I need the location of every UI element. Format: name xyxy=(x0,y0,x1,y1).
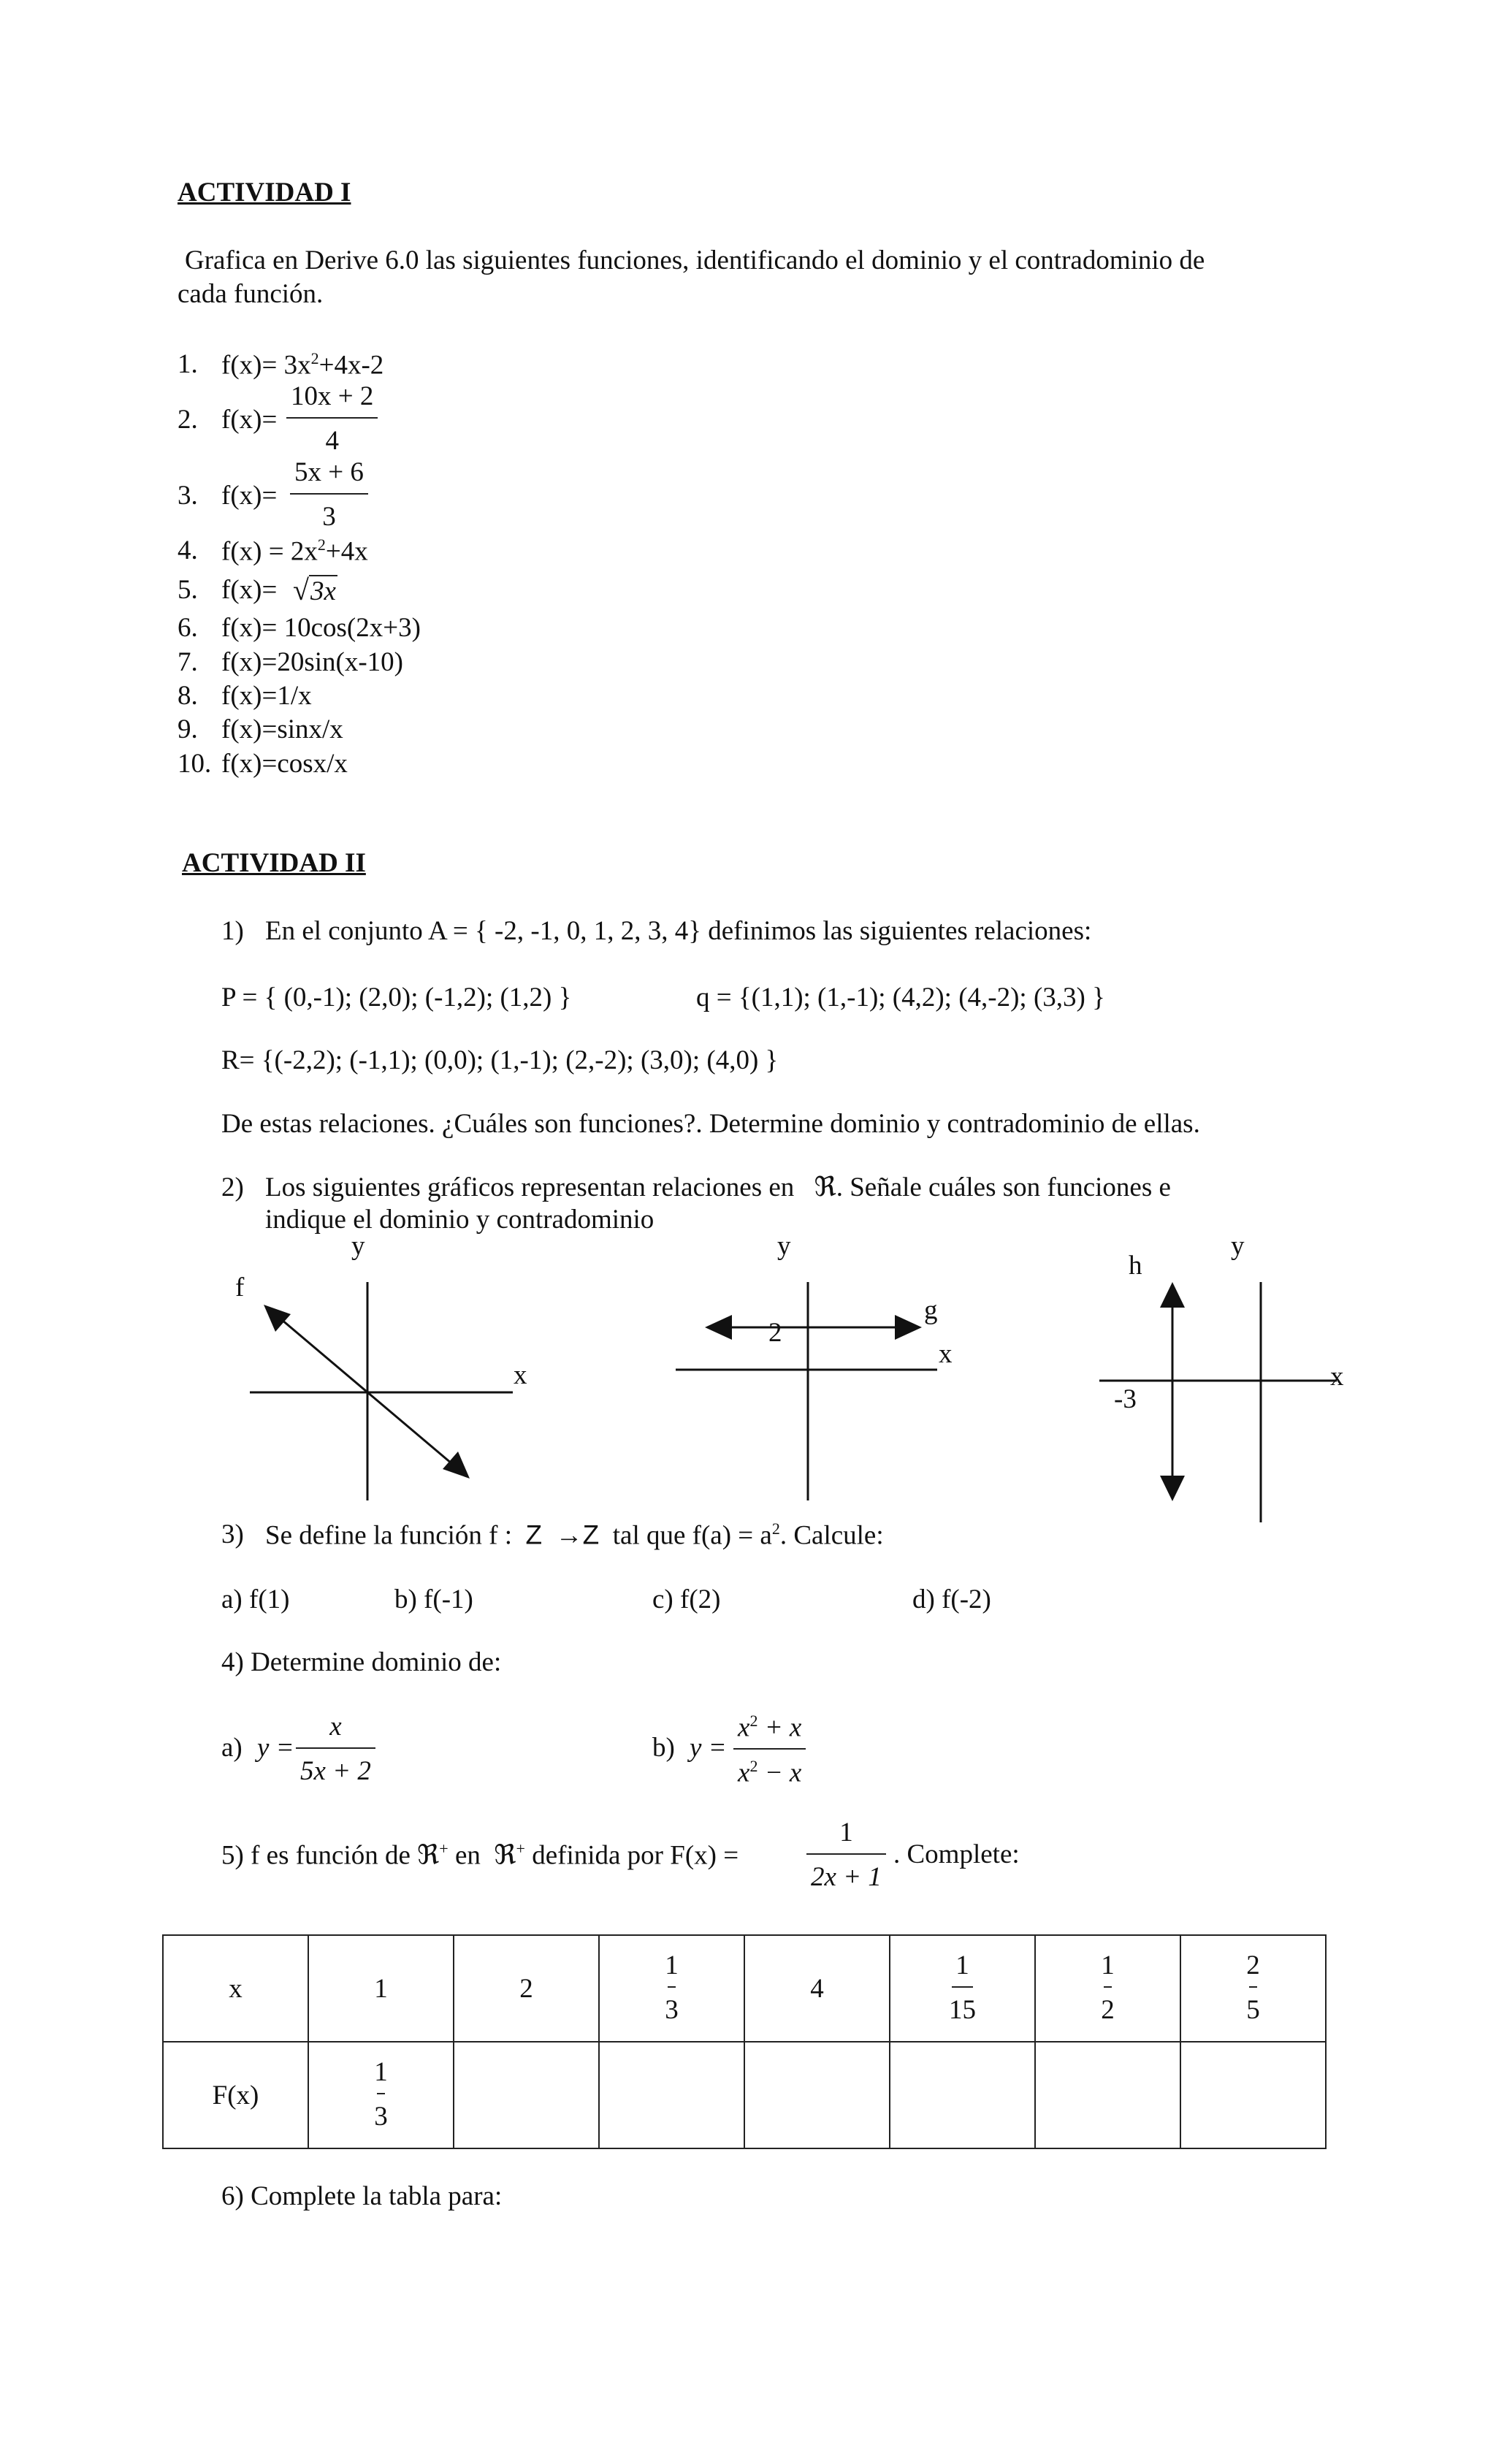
q4-b-lhs: y = xyxy=(690,1733,727,1763)
graph-g-name: g xyxy=(924,1295,938,1325)
q5-text: 5) f es función de ℜ+ en ℜ+ definida por F(x) = xyxy=(221,1839,739,1871)
q2-line2: indique el dominio y contradominio xyxy=(265,1205,654,1235)
q5-fraction: 1 2x + 1 xyxy=(806,1819,886,1891)
act1-item-2-fraction: 10x + 2 4 xyxy=(286,383,378,454)
q3-part-d: d) f(-2) xyxy=(912,1584,991,1614)
act1-title: ACTIVIDAD I xyxy=(178,178,351,207)
graph-f-name: f xyxy=(235,1273,245,1302)
q5-table-x-1: 1 xyxy=(308,1935,454,2042)
q5-table-fx-7[interactable] xyxy=(1180,2042,1326,2148)
q3-text: Se define la función f : Z →Z tal que $f(a) = a^2$. Calcule: xyxy=(265,1519,884,1551)
graph-h-name: h xyxy=(1129,1251,1142,1281)
graph-f xyxy=(250,1282,513,1500)
q5-table-row-x xyxy=(163,1935,1326,2042)
act1-item-1-number: 1. xyxy=(178,349,198,379)
graph-h-x-label: x xyxy=(1330,1362,1344,1392)
act1-item-8-number: 8. xyxy=(178,681,198,711)
q5-table-fx-4[interactable] xyxy=(744,2042,890,2148)
act1-item-2-lhs: f(x)= xyxy=(221,405,278,435)
act1-item-2-number: 2. xyxy=(178,405,198,435)
act1-instruction-line1: Grafica en Derive 6.0 las siguientes funciones, identificando el dominio y el contradominio de xyxy=(185,245,1205,275)
act1-item-8-formula: f(x)=1/x xyxy=(221,681,312,711)
q5-table-x-7: $\frac{2}{5}$ xyxy=(1180,1935,1326,2042)
q2-number: 2) xyxy=(221,1172,244,1202)
q5-table-fx-1: $\frac{1}{3}$ xyxy=(308,2042,454,2148)
q5-table-fx-3[interactable] xyxy=(599,2042,744,2148)
q5-table-x-3: $\frac{1}{3}$ xyxy=(599,1935,744,2042)
q1-question: De estas relaciones. ¿Cuáles son funciones?. Determine dominio y contradominio de ellas. xyxy=(221,1109,1200,1139)
act1-item-4-number: 4. xyxy=(178,535,198,565)
q4-a-lhs: y = xyxy=(257,1733,294,1763)
act1-item-7-number: 7. xyxy=(178,647,198,677)
graph-g xyxy=(676,1282,937,1500)
graph-f-y-label: y xyxy=(351,1231,365,1261)
graph-g-arrow-left xyxy=(705,1315,732,1340)
graph-g-value: 2 xyxy=(768,1318,782,1348)
q6-text: 6) Complete la tabla para: xyxy=(221,2181,503,2211)
act2-title: ACTIVIDAD II xyxy=(182,848,366,878)
act1-item-10-formula: f(x)=cosx/x xyxy=(221,749,348,779)
q5-table-fx-2[interactable] xyxy=(454,2042,599,2148)
act1-item-6-formula: f(x)= 10cos(2x+3) xyxy=(221,613,421,643)
q3-part-a: a) f(1) xyxy=(221,1584,290,1614)
q3-number: 3) xyxy=(221,1519,244,1549)
q4-b-fraction: $x^2 + x$ $x^2 - x$ xyxy=(733,1713,806,1787)
act1-item-4-formula: $f(x) = 2x^2+4x$ xyxy=(221,535,368,567)
q4-b-label: b) xyxy=(652,1733,675,1763)
act1-item-5-number: 5. xyxy=(178,575,198,605)
graph-f-arrow-lower xyxy=(443,1452,470,1479)
graph-h-arrow-down xyxy=(1160,1476,1185,1501)
q5-complete: . Complete: xyxy=(893,1839,1020,1869)
q5-table-fx-6[interactable] xyxy=(1035,2042,1180,2148)
q1-relation-q: q = {(1,1); (1,-1); (4,2); (4,-2); (3,3) } xyxy=(696,983,1105,1012)
act1-item-5-radical: √3x xyxy=(293,573,336,606)
act1-item-3-lhs: f(x)= xyxy=(221,481,278,511)
graph-h-arrow-up xyxy=(1160,1282,1185,1308)
act1-item-10-number: 10. xyxy=(178,749,212,779)
q5-table-header-fx: F(x) xyxy=(163,2042,308,2148)
q3-part-b: b) f(-1) xyxy=(394,1584,473,1614)
act1-item-5-lhs: f(x)= xyxy=(221,575,278,605)
act1-item-7-formula: f(x)=20sin(x-10) xyxy=(221,647,403,677)
q2-line1: Los siguientes gráficos representan relaciones en ℜ. Señale cuáles son funciones e xyxy=(265,1172,1171,1202)
q4-a-fraction: x 5x + 2 xyxy=(296,1713,375,1785)
graph-h-y-label: y xyxy=(1231,1231,1245,1261)
act1-item-3-number: 3. xyxy=(178,481,198,511)
q1-relation-p: P = { (0,-1); (2,0); (-1,2); (1,2) } xyxy=(221,983,572,1012)
act1-item-6-number: 6. xyxy=(178,613,198,643)
q1-relation-r: R= {(-2,2); (-1,1); (0,0); (1,-1); (2,-2); (3,0); (4,0) } xyxy=(221,1045,779,1075)
graph-f-x-label: x xyxy=(514,1360,527,1390)
act1-instruction-line2: cada función. xyxy=(178,279,324,309)
graph-g-y-label: y xyxy=(777,1231,791,1261)
q4-title: 4) Determine dominio de: xyxy=(221,1647,502,1677)
act1-item-9-number: 9. xyxy=(178,714,198,744)
graph-h-value: -3 xyxy=(1114,1384,1137,1414)
act1-item-1-formula: $f(x)= 3x^2+4x-2$ xyxy=(221,349,384,381)
act1-item-3-fraction: 5x + 6 3 xyxy=(290,459,368,530)
q5-table-x-4: 4 xyxy=(744,1935,890,2042)
graph-g-x-label: x xyxy=(939,1339,953,1369)
q5-table-x-2: 2 xyxy=(454,1935,599,2042)
q5-table-row-fx xyxy=(163,2042,1326,2148)
act1-item-9-formula: f(x)=sinx/x xyxy=(221,714,343,744)
graph-f-line xyxy=(267,1308,466,1476)
q1-number: 1) xyxy=(221,916,244,946)
q1-text: En el conjunto A = { -2, -1, 0, 1, 2, 3, 4} definimos las siguientes relaciones: xyxy=(265,916,1092,946)
q5-table-x-5: $\frac{1}{15}$ xyxy=(890,1935,1035,2042)
q4-a-label: a) xyxy=(221,1733,243,1763)
q5-table-fx-5[interactable] xyxy=(890,2042,1035,2148)
graph-f-arrow-upper xyxy=(264,1305,291,1332)
q5-table-x-6: $\frac{1}{2}$ xyxy=(1035,1935,1180,2042)
graph-g-arrow-right xyxy=(895,1315,922,1340)
q5-table-header-x: x xyxy=(163,1935,308,2042)
q3-part-c: c) f(2) xyxy=(652,1584,721,1614)
q5-table xyxy=(162,1934,1327,2149)
